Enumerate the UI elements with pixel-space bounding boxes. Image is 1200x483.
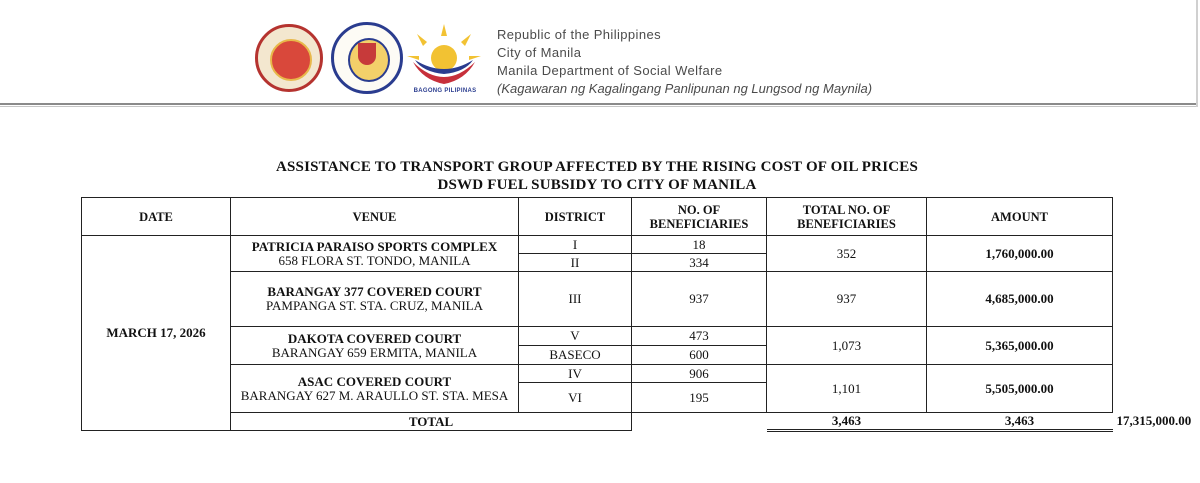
letterhead-text xyxy=(497,26,872,98)
beneficiaries-cell: 906 xyxy=(632,365,767,383)
republic-line: Republic of the Philippines xyxy=(497,27,662,42)
district-cell: III xyxy=(519,272,632,327)
date-cell: MARCH 17, 2026 xyxy=(82,236,231,431)
fuel-subsidy-table xyxy=(81,197,1192,432)
district-cell: V xyxy=(519,327,632,346)
document-title: ASSISTANCE TO TRANSPORT GROUP AFFECTED BY THE RISING COST OF OIL PRICES xyxy=(275,159,919,175)
header-beneficiaries: NO. OF BENEFICIARIES xyxy=(632,198,767,236)
total-label: TOTAL xyxy=(231,413,632,431)
beneficiaries-cell: 473 xyxy=(632,327,767,346)
table-row xyxy=(82,272,1113,327)
total-blank-cell xyxy=(632,413,767,431)
venue-cell xyxy=(231,327,519,365)
total-beneficiaries-cell: 937 xyxy=(767,272,927,327)
department-line: Manila Department of Social Welfare xyxy=(497,63,723,78)
venue-name: BARANGAY 377 COVERED COURT xyxy=(267,284,482,299)
total-row: TOTAL 3,463 3,463 17,315,000.00 xyxy=(82,413,1113,431)
city-of-manila-seal-icon xyxy=(331,22,403,94)
table-row xyxy=(82,327,1113,346)
amount-cell: 4,685,000.00 xyxy=(927,272,1113,327)
total-beneficiaries-cell: 1,101 xyxy=(767,365,927,413)
header-date: DATE xyxy=(82,198,231,236)
total-beneficiaries-cell: 1,073 xyxy=(767,327,927,365)
total-total-beneficiaries-sum: 3,463 xyxy=(927,413,1113,431)
bagong-pilipinas-label: BAGONG PILIPINAS xyxy=(413,88,477,94)
venue-cell xyxy=(231,365,519,413)
city-line: City of Manila xyxy=(497,45,582,60)
district-cell: II xyxy=(519,254,632,272)
amount-cell: 5,505,000.00 xyxy=(927,365,1113,413)
district-cell: IV xyxy=(519,365,632,383)
document-subtitle: DSWD FUEL SUBSIDY TO CITY OF MANILA xyxy=(437,177,757,193)
table-row xyxy=(82,365,1113,383)
page-edge xyxy=(1196,0,1198,107)
district-cell: I xyxy=(519,236,632,254)
beneficiaries-cell: 334 xyxy=(632,254,767,272)
header-divider xyxy=(0,103,1198,105)
venue-name: ASAC COVERED COURT xyxy=(297,373,452,389)
venue-address: BARANGAY 627 M. ARAULLO ST. STA. MESA xyxy=(240,387,509,403)
header-district: DISTRICT xyxy=(519,198,632,236)
venue-address: PAMPANGA ST. STA. CRUZ, MANILA xyxy=(266,298,483,313)
venue-address: 658 FLORA ST. TONDO, MANILA xyxy=(278,252,471,268)
total-beneficiaries-cell: 352 xyxy=(767,236,927,272)
venue-cell xyxy=(231,236,519,272)
header-amount: AMOUNT xyxy=(927,198,1113,236)
amount-cell: 1,760,000.00 xyxy=(927,236,1113,272)
district-cell: VI xyxy=(519,383,632,413)
venue-name: PATRICIA PARAISO SPORTS COMPLEX xyxy=(251,238,498,254)
header-total-beneficiaries: TOTAL NO. OF BENEFICIARIES xyxy=(767,198,927,236)
district-cell: BASECO xyxy=(519,346,632,365)
venue-address: BARANGAY 659 ERMITA, MANILA xyxy=(271,344,478,360)
beneficiaries-cell: 18 xyxy=(632,236,767,254)
table-header-row xyxy=(82,198,1113,236)
social-welfare-seal-icon xyxy=(255,24,323,92)
header-divider-shadow xyxy=(0,106,1198,107)
department-tagalog-line: (Kagawaran ng Kagalingang Panlipunan ng Lungsod ng Maynila) xyxy=(497,81,873,96)
total-beneficiaries-sum: 3,463 xyxy=(767,413,927,431)
amount-cell: 5,365,000.00 xyxy=(927,327,1113,365)
header-venue: VENUE xyxy=(231,198,519,236)
venue-name: DAKOTA COVERED COURT xyxy=(287,330,462,346)
venue-cell xyxy=(231,272,519,327)
beneficiaries-cell: 600 xyxy=(632,346,767,365)
beneficiaries-cell: 195 xyxy=(632,383,767,413)
table-row xyxy=(82,236,1113,254)
beneficiaries-cell: 937 xyxy=(632,272,767,327)
